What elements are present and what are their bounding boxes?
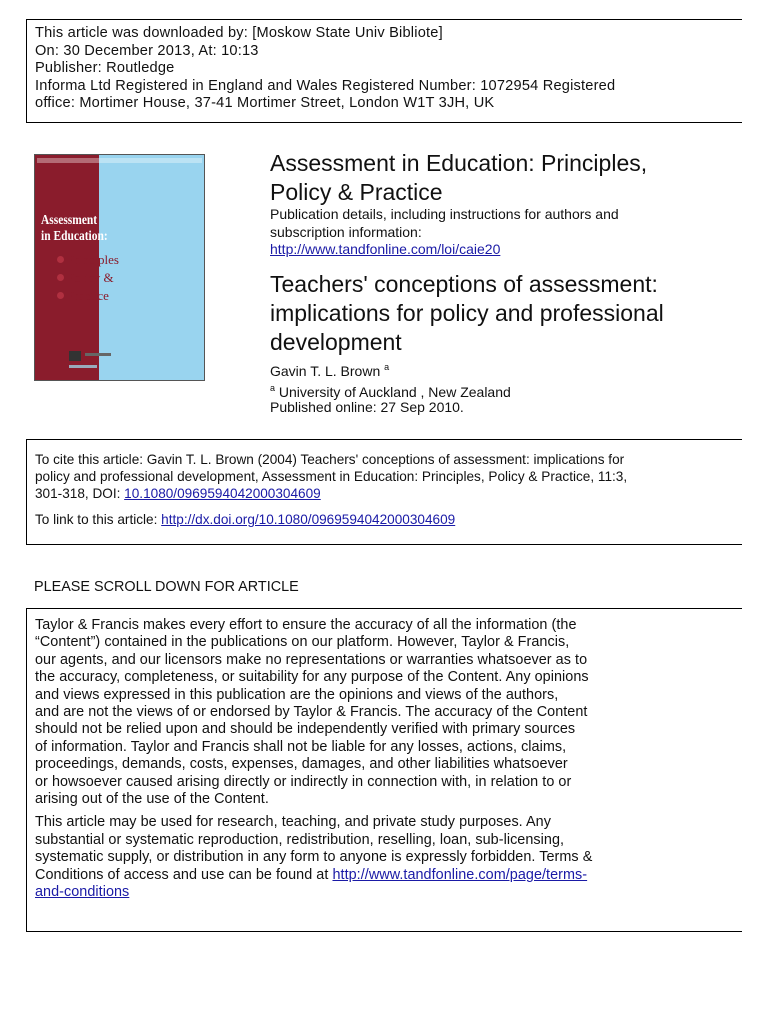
- article-title-line-1: Teachers' conceptions of assessment:: [270, 271, 658, 297]
- disclaimer-box: [26, 608, 742, 932]
- cite-line-1: To cite this article: Gavin T. L. Brown (2004) Teachers' conceptions of assessment: implications for: [35, 452, 625, 467]
- disclaimer-line: Taylor & Francis makes every effort to ensure the accuracy of all the information (the: [35, 617, 577, 633]
- cover-subtitle: [57, 251, 119, 305]
- disclaimer-line: arising out of the use of the Content.: [35, 791, 269, 808]
- journal-title: [270, 149, 647, 207]
- disclaimer-line: This article may be used for research, teaching, and private study purposes. Any: [35, 814, 551, 831]
- disclaimer-line: and views expressed in this publication are the opinions and views of the authors,: [35, 686, 559, 703]
- cover-sub-3: Practice: [57, 287, 119, 305]
- cover-title: [41, 213, 108, 245]
- cover-sub-2: Policy &: [57, 269, 119, 287]
- terms-link[interactable]: http://www.tandfonline.com/page/terms-: [332, 866, 588, 883]
- disclaimer-line: the accuracy, completeness, or suitability for any purpose of the Content. Any opinions: [35, 669, 589, 686]
- registered-line-2: office: Mortimer House, 37-41 Mortimer Street, London W1T 3JH, UK: [35, 95, 495, 112]
- disclaimer-line: systematic supply, or distribution in any form to anyone is expressly forbidden. Terms &: [35, 849, 593, 866]
- published-online: Published online: 27 Sep 2010.: [270, 399, 464, 415]
- citation-box: [26, 439, 742, 545]
- cite-link-line: [35, 511, 742, 528]
- author-sup: a: [384, 362, 390, 372]
- scroll-note: PLEASE SCROLL DOWN FOR ARTICLE: [34, 579, 299, 595]
- article-title: [270, 270, 664, 357]
- disclaimer-line: Conditions of access and use can be found at http://www.tandfonline.com/page/terms-: [35, 866, 588, 883]
- affil-sup: a: [270, 383, 276, 393]
- disclaimer-line: of information. Taylor and Francis shall not be liable for any losses, actions, claims,: [35, 738, 567, 755]
- author-name: Gavin T. L. Brown: [270, 363, 381, 379]
- disclaimer-line: substantial or systematic reproduction, redistribution, reselling, loan, sub-licensing,: [35, 831, 565, 848]
- registered-line-1: Informa Ltd Registered in England and Wales Registered Number: 1072954 Registered: [35, 77, 616, 94]
- disclaimer-line: or howsoever caused arising directly or indirectly in connection with, in relation to or: [35, 773, 572, 790]
- cover-title-line-2: in Education:: [41, 229, 108, 244]
- terms-link-continued[interactable]: and-conditions: [35, 884, 130, 901]
- affiliation-text: University of Auckland , New Zealand: [278, 384, 511, 400]
- details-line-1: Publication details, including instructions for authors and: [270, 206, 619, 222]
- author: [270, 358, 389, 380]
- publisher-logo-icon: [69, 351, 81, 361]
- article-link[interactable]: http://dx.doi.org/10.1080/0969594042000304609: [161, 512, 456, 527]
- cover-top-strip: [37, 158, 202, 163]
- disclaimer-line: proceedings, demands, costs, expenses, damages, and other liabilities whatsoever: [35, 756, 568, 773]
- flower-icon: [57, 256, 64, 263]
- cite-line-2: policy and professional development, Assessment in Education: Principles, Policy & Practice, 11:3,: [35, 469, 628, 484]
- journal-title-line-1: Assessment in Education: Principles,: [270, 150, 648, 176]
- download-info-box: [26, 19, 742, 123]
- journal-title-line-2: Policy & Practice: [270, 179, 443, 205]
- link-label: To link to this article:: [35, 512, 162, 527]
- journal-cover: [34, 154, 205, 381]
- disclaimer-line: should not be relied upon and should be independently verified with primary sources: [35, 721, 576, 738]
- details-line-2: subscription information:: [270, 223, 422, 240]
- disclaimer-para-2: [35, 814, 742, 901]
- disclaimer-line: “Content”) contained in the publications on our platform. However, Taylor & Francis,: [35, 634, 570, 651]
- flower-icon: [57, 274, 64, 281]
- publisher: Publisher: Routledge: [35, 60, 175, 77]
- disclaimer-para-1: [35, 617, 742, 808]
- downloaded-by: This article was downloaded by: [Moskow State Univ Bibliote]: [35, 25, 443, 41]
- download-date: On: 30 December 2013, At: 10:13: [35, 42, 259, 59]
- cover-sub-1: Principles: [57, 251, 119, 269]
- article-title-line-2: implications for policy and professional: [270, 300, 664, 326]
- flower-icon: [57, 292, 64, 299]
- cover-title-line-1: Assessment: [41, 213, 98, 228]
- publication-details: [270, 206, 619, 259]
- doi-link[interactable]: 10.1080/0969594042000304609: [124, 486, 321, 501]
- article-title-line-3: development: [270, 329, 402, 355]
- cover-bottom-strip: [69, 365, 97, 368]
- disclaimer-line: our agents, and our licensors make no representations or warranties whatsoever as to: [35, 651, 588, 668]
- disclaimer-line: and are not the views of or endorsed by Taylor & Francis. The accuracy of the Content: [35, 704, 588, 721]
- cite-line-3: 301-318, DOI: 10.1080/0969594042000304609: [35, 486, 321, 501]
- publisher-logo-text-bar: [85, 353, 111, 356]
- disclaimer-line: [35, 884, 742, 901]
- journal-link[interactable]: http://www.tandfonline.com/loi/caie20: [270, 241, 501, 257]
